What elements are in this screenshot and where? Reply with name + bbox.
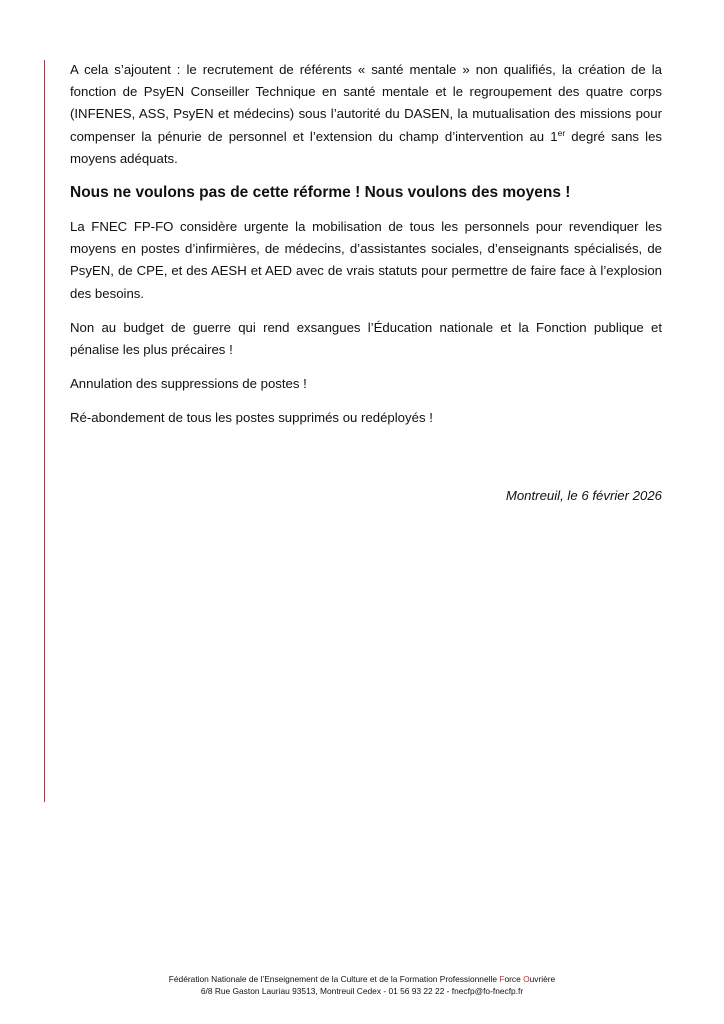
paragraph-reform-measures-text: A cela s’ajoutent : le recrutement de référents « santé mentale » non qualifiés, la création de la fonction de PsyEN Conseiller Technique en santé mentale et le regroupement des quatre corps (INFENES, ASS, PsyEN et médecins) sous l’autorité du DASEN, la mutualisation des missions pour compenser la pénurie de personnel et l’extension du champ d’intervention au 1 [70,62,662,144]
place-and-date: Montreuil, le 6 février 2026 [505,488,662,503]
paragraph-war-budget: Non au budget de guerre qui rend exsangues l’Éducation nationale et la Fonction publique et pénalise les plus précaires ! [70,319,662,358]
letter-body [70,59,662,442]
footer-ouvriere-rest: uvrière [529,974,556,984]
footer-address-line: 6/8 Rue Gaston Lauriau 93513, Montreuil Cedex - 01 56 93 22 22 - fnecfp@fo-fnecfp.fr [200,986,524,996]
paragraph-mobilisation: La FNEC FP-FO considère urgente la mobilisation de tous les personnels pour revendiquer les moyens en postes d’infirmières, de médecins, d’assistantes sociales, d’enseignants spécialisés, de PsyEN, de CPE, et des AESH et AED avec de vrais statuts pour permettre de faire face à l’explosion des besoins. [70,219,662,301]
paragraph-reform-measures-end: degré sans les moyens adéquats. [70,128,663,166]
footer-force-initial: F [499,974,505,984]
footer [0,973,724,997]
footer-organisation-name: Fédération Nationale de l’Enseignement de la Culture et de la Formation Professionnelle [168,974,500,984]
ordinal-superscript: er [557,127,566,138]
footer-organisation-line [0,973,724,985]
footer-ouvriere-initial: O [523,974,530,984]
footer-force-rest: orce [504,974,524,984]
left-margin-rule [44,60,45,802]
paragraph-cancellation: Annulation des suppressions de postes ! [70,376,307,392]
paragraph-reform-measures [70,59,662,170]
headline: Nous ne voulons pas de cette réforme ! Nous voulons des moyens ! [70,184,571,202]
paragraph-reallocation: Ré-abondement de tous les postes supprimés ou redéployés ! [70,410,433,426]
